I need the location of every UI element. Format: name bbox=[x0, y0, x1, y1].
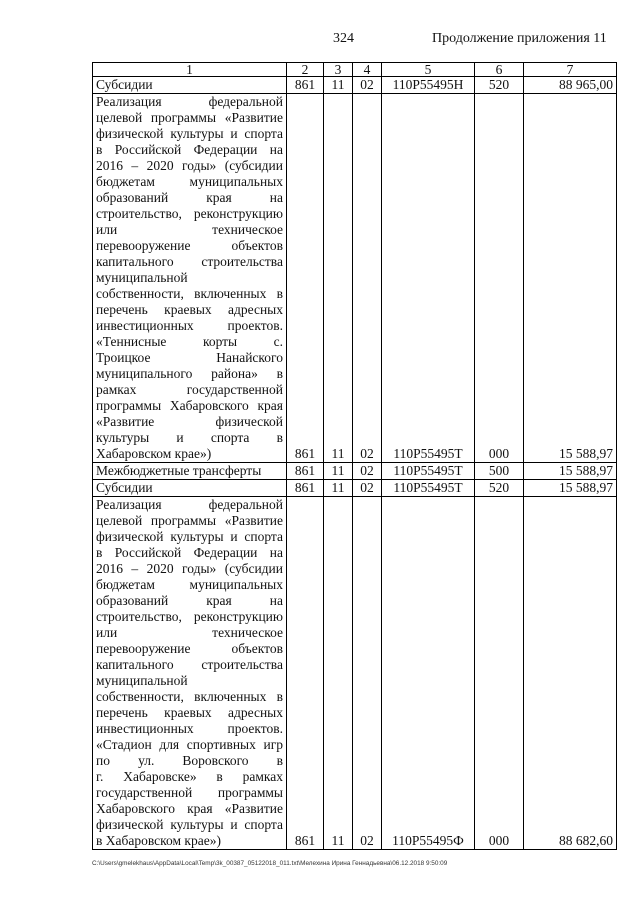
table-row bbox=[93, 497, 617, 850]
appendix-continuation-label: Продолжение приложения 11 bbox=[432, 31, 607, 46]
target-article-cell: 110Р55495Т bbox=[382, 94, 475, 463]
amount-cell: 15 588,97 bbox=[524, 480, 617, 497]
description-line: в Российской Федерации на bbox=[96, 142, 283, 157]
description-line: Хабаровского края «Развитие bbox=[96, 801, 283, 816]
description-line: строительство, реконструкцию bbox=[96, 206, 283, 221]
description-line: строительство, реконструкцию bbox=[96, 609, 283, 624]
description-line: в Российской Федерации на bbox=[96, 545, 283, 560]
target-article-cell: 110Р55495Т bbox=[382, 480, 475, 497]
description-line: перевооружение объектов bbox=[96, 641, 283, 656]
description-line: Реализация федеральной bbox=[96, 94, 283, 109]
description-line: Межбюджетные трансферты bbox=[96, 463, 262, 478]
column-number-cell: 7 bbox=[524, 63, 617, 77]
expense-type-cell: 520 bbox=[475, 480, 524, 497]
expense-type-cell: 500 bbox=[475, 463, 524, 480]
amount-cell: 15 588,97 bbox=[524, 463, 617, 480]
description-line: образований края на bbox=[96, 593, 283, 608]
column-number-cell: 3 bbox=[324, 63, 353, 77]
ministry-code-cell: 861 bbox=[287, 94, 324, 463]
column-number-cell: 1 bbox=[93, 63, 287, 77]
expense-type-cell: 000 bbox=[475, 94, 524, 463]
column-number-cell: 6 bbox=[475, 63, 524, 77]
description-line: бюджетам муниципальных bbox=[96, 577, 283, 592]
description-line: капитального строительства bbox=[96, 254, 283, 269]
description-line: собственности, включенных в bbox=[96, 689, 283, 704]
description-line: 2016 – 2020 годы» (субсидии bbox=[96, 561, 283, 576]
section-code-cell: 11 bbox=[324, 463, 353, 480]
description-line: физической культуры и спорта bbox=[96, 817, 283, 832]
description-line: или техническое bbox=[96, 222, 283, 237]
row-description-cell bbox=[93, 94, 287, 463]
description-line: Хабаровском крае») bbox=[96, 446, 212, 461]
budget-table bbox=[92, 62, 617, 850]
amount-cell: 15 588,97 bbox=[524, 94, 617, 463]
page-number: 324 bbox=[333, 31, 354, 46]
description-line: 2016 – 2020 годы» (субсидии bbox=[96, 158, 283, 173]
description-line: целевой программы «Развитие bbox=[96, 513, 283, 528]
section-code-cell: 11 bbox=[324, 77, 353, 94]
description-line: инвестиционных проектов. bbox=[96, 318, 283, 333]
ministry-code-cell: 861 bbox=[287, 480, 324, 497]
subsection-code-cell: 02 bbox=[353, 463, 382, 480]
description-line: муниципального района» в bbox=[96, 366, 283, 381]
description-line: целевой программы «Развитие bbox=[96, 110, 283, 125]
column-number-cell: 5 bbox=[382, 63, 475, 77]
target-article-cell: 110Р55495Ф bbox=[382, 497, 475, 850]
column-number-cell: 4 bbox=[353, 63, 382, 77]
description-line: муниципальной bbox=[96, 270, 188, 285]
description-line: программы Хабаровского края bbox=[96, 398, 283, 413]
row-description-cell bbox=[93, 480, 287, 497]
description-line: Субсидии bbox=[96, 480, 153, 495]
description-line: Реализация федеральной bbox=[96, 497, 283, 512]
description-line: перечень краевых адресных bbox=[96, 705, 283, 720]
description-line: бюджетам муниципальных bbox=[96, 174, 283, 189]
subsection-code-cell: 02 bbox=[353, 480, 382, 497]
ministry-code-cell: 861 bbox=[287, 77, 324, 94]
section-code-cell: 11 bbox=[324, 94, 353, 463]
description-line: государственной программы bbox=[96, 785, 283, 800]
description-line: или техническое bbox=[96, 625, 283, 640]
description-line: Субсидии bbox=[96, 77, 153, 92]
description-line: по ул. Воровского в bbox=[96, 753, 283, 768]
description-line: физической культуры и спорта bbox=[96, 529, 283, 544]
description-line: инвестиционных проектов. bbox=[96, 721, 283, 736]
target-article-cell: 110Р55495Н bbox=[382, 77, 475, 94]
table-row bbox=[93, 94, 617, 463]
description-line: «Теннисные корты с. bbox=[96, 334, 283, 349]
description-line: в Хабаровском крае») bbox=[96, 833, 221, 848]
section-code-cell: 11 bbox=[324, 497, 353, 850]
description-line: образований края на bbox=[96, 190, 283, 205]
amount-cell: 88 965,00 bbox=[524, 77, 617, 94]
row-description-cell bbox=[93, 497, 287, 850]
ministry-code-cell: 861 bbox=[287, 497, 324, 850]
description-line: собственности, включенных в bbox=[96, 286, 283, 301]
section-code-cell: 11 bbox=[324, 480, 353, 497]
expense-type-cell: 000 bbox=[475, 497, 524, 850]
description-line: г. Хабаровске» в рамках bbox=[96, 769, 283, 784]
target-article-cell: 110Р55495Т bbox=[382, 463, 475, 480]
amount-cell: 88 682,60 bbox=[524, 497, 617, 850]
description-line: физической культуры и спорта bbox=[96, 126, 283, 141]
table-row bbox=[93, 480, 617, 497]
description-line: Троицкое Нанайского bbox=[96, 350, 283, 365]
description-line: «Развитие физической bbox=[96, 414, 283, 429]
description-line: рамках государственной bbox=[96, 382, 283, 397]
description-line: «Стадион для спортивных игр bbox=[96, 737, 283, 752]
description-line: перевооружение объектов bbox=[96, 238, 283, 253]
expense-type-cell: 520 bbox=[475, 77, 524, 94]
subsection-code-cell: 02 bbox=[353, 77, 382, 94]
row-description-cell bbox=[93, 463, 287, 480]
description-line: капитального строительства bbox=[96, 657, 283, 672]
description-line: перечень краевых адресных bbox=[96, 302, 283, 317]
description-line: муниципальной bbox=[96, 673, 188, 688]
subsection-code-cell: 02 bbox=[353, 497, 382, 850]
description-line: культуры и спорта в bbox=[96, 430, 283, 445]
column-number-row bbox=[93, 63, 617, 77]
subsection-code-cell: 02 bbox=[353, 94, 382, 463]
table-row bbox=[93, 463, 617, 480]
row-description-cell bbox=[93, 77, 287, 94]
column-number-cell: 2 bbox=[287, 63, 324, 77]
ministry-code-cell: 861 bbox=[287, 463, 324, 480]
document-path-footer: C:\Users\gmelekhaus\AppData\Local\Temp\3k_00387_05122018_011.txt\Мелехина Ирина Геннадьевна\06.12.2018 9:50:09 bbox=[92, 860, 448, 867]
table-row bbox=[93, 77, 617, 94]
